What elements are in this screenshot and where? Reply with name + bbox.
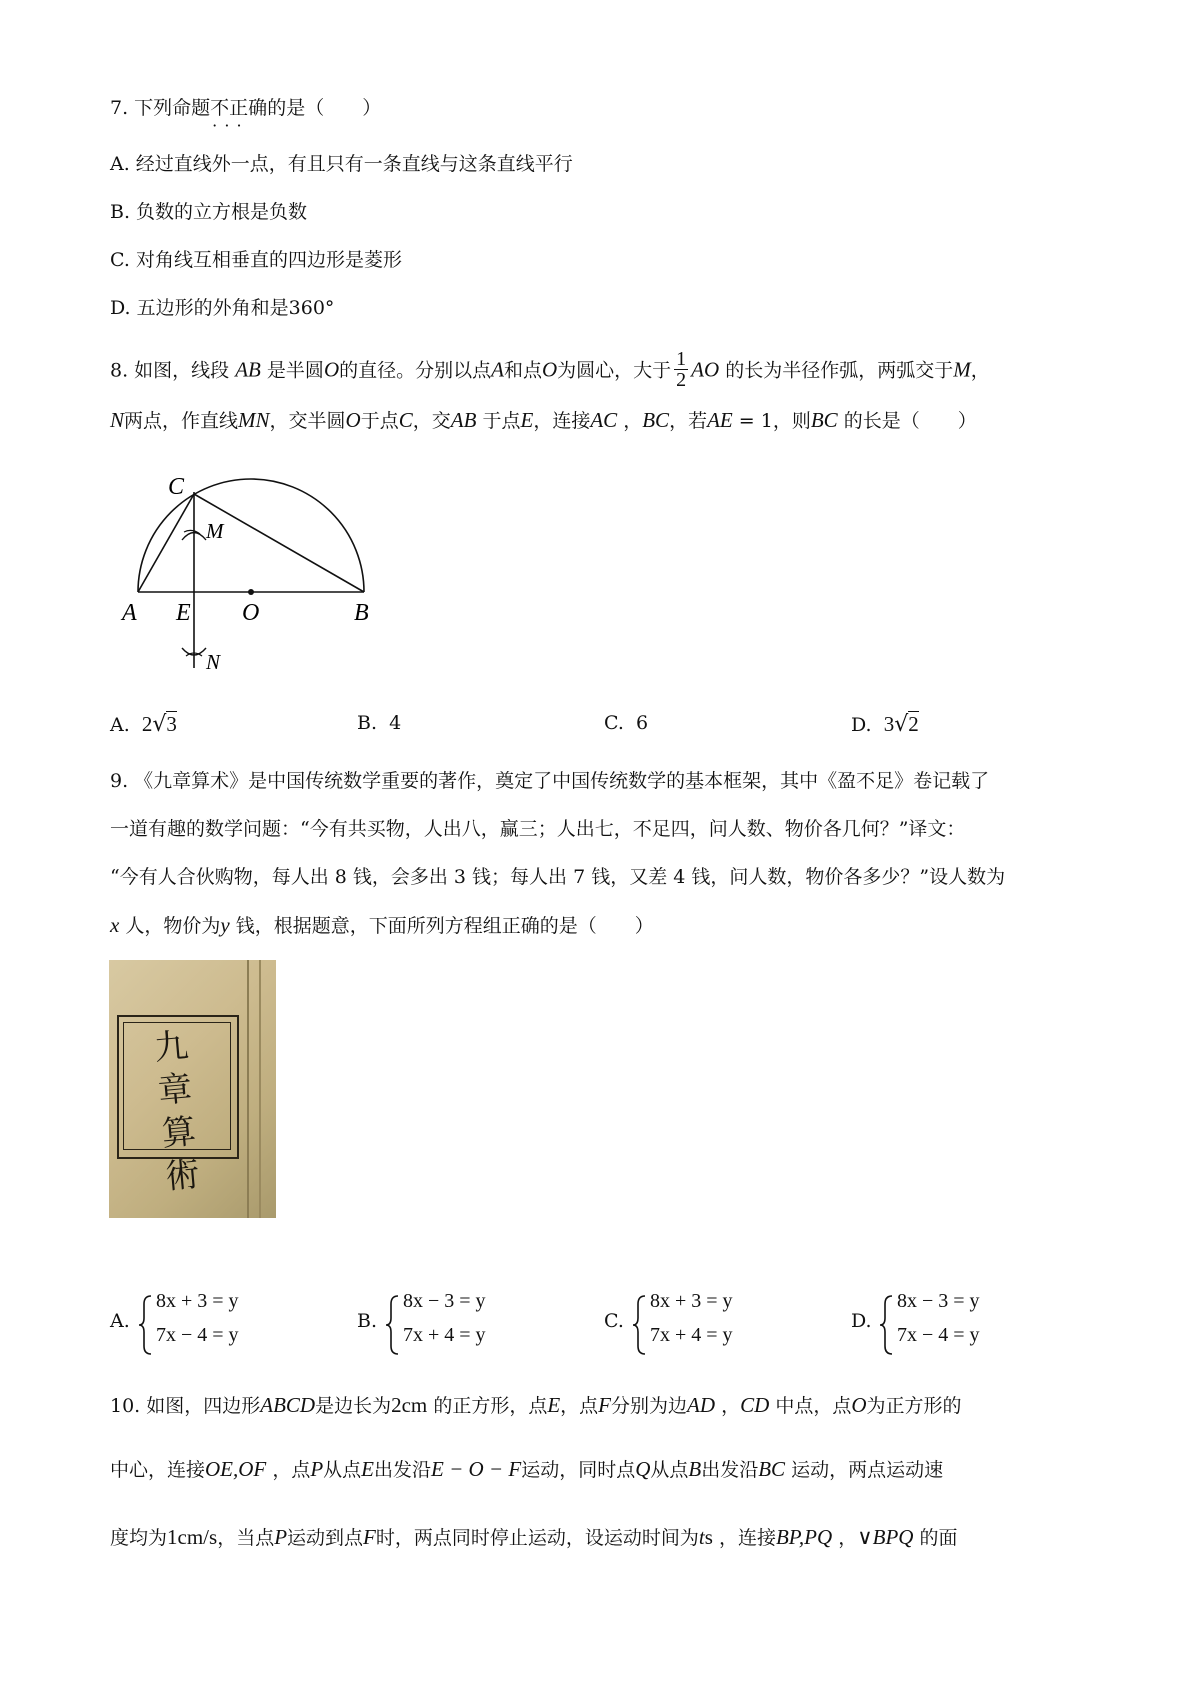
q10-text: ，当点 xyxy=(217,1527,275,1549)
q7-stem-suffix: 的是（ ） xyxy=(267,97,382,119)
q9-stem-line4 xyxy=(110,912,654,939)
option-label: B. xyxy=(357,1310,378,1332)
q10-var: OE,OF xyxy=(205,1457,267,1481)
q8-var: AO xyxy=(691,357,720,382)
left-brace-icon xyxy=(879,1294,895,1356)
q8-var: A xyxy=(491,357,504,382)
option-label: B. xyxy=(357,712,378,734)
q9-option-b xyxy=(357,1290,557,1360)
q10-var: BC xyxy=(758,1457,786,1481)
q10-text: 中心，连接 xyxy=(110,1459,206,1481)
q10-stem-line2 xyxy=(110,1456,943,1483)
option-coef: 3 xyxy=(883,712,895,736)
segment-bc xyxy=(194,494,364,592)
option-radicand: 3 xyxy=(166,712,177,736)
q8-var: AC xyxy=(590,408,618,432)
q10-text: ，点 xyxy=(272,1459,311,1481)
q8-text: ，若 xyxy=(669,410,708,432)
option-value: 4 xyxy=(389,712,402,734)
option-radicand: 2 xyxy=(908,712,919,736)
equation-2: 7x − 4 = y xyxy=(897,1324,980,1346)
option-label: D. xyxy=(851,1310,872,1332)
radical-sign-icon: √ xyxy=(894,712,909,737)
segment-ac xyxy=(138,494,194,592)
q9-stem-line1: 9. 《九章算术》是中国传统数学重要的著作，奠定了中国传统数学的基本框架，其中《盈不足》卷记载了 xyxy=(110,770,990,792)
q8-var: C xyxy=(398,408,413,432)
q9-var: y xyxy=(220,913,230,937)
q10-var: ∨BPQ xyxy=(857,1525,914,1549)
q8-text: 8. 如图，线段 xyxy=(110,359,230,382)
q10-text: 的面 xyxy=(919,1527,958,1549)
q7-option-d: D. 五边形的外角和是360° xyxy=(110,297,335,319)
q8-text: 的长是（ ） xyxy=(843,410,977,432)
equation-1: 8x + 3 = y xyxy=(650,1290,733,1312)
q8-text: ， xyxy=(623,410,643,432)
q9-stem-line2: 一道有趣的数学问题：“今有共买物，人出八，赢三；人出七，不足四，问人数、物价各几何？”译文： xyxy=(110,818,966,840)
option-label: A. xyxy=(110,714,130,736)
q8-text: ， xyxy=(970,359,990,382)
option-label: A. xyxy=(110,1310,130,1332)
q7-stem-prefix: 7. 下列命题 xyxy=(110,97,211,119)
book-title-char: 章 xyxy=(156,1068,194,1112)
option-label: D. xyxy=(851,714,872,736)
q10-text: ，点 xyxy=(560,1395,599,1417)
q8-text: 为圆心，大于 xyxy=(557,359,672,382)
q8-var: N xyxy=(110,408,125,432)
q10-var: BP,PQ xyxy=(775,1525,833,1549)
q10-text: 分别为边 xyxy=(611,1395,688,1417)
q8-option-a xyxy=(110,712,177,737)
q10-var: P xyxy=(310,1457,324,1481)
q8-var: E xyxy=(520,408,534,432)
q10-var: AD xyxy=(687,1393,716,1417)
q9-text: 人，物价为 xyxy=(119,915,221,937)
q7-option-c: C. 对角线互相垂直的四边形是菱形 xyxy=(110,249,402,271)
q8-text: 和点 xyxy=(503,359,542,382)
q10-var: B xyxy=(688,1457,702,1481)
label-m: M xyxy=(206,519,224,543)
q10-text: 度均为 xyxy=(110,1527,168,1549)
q10-text: 10. 如图，四边形 xyxy=(110,1395,261,1417)
book-title-char: 術 xyxy=(163,1154,202,1198)
equation-2: 7x + 4 = y xyxy=(403,1324,486,1346)
q10-var: CD xyxy=(740,1393,770,1417)
label-c: C xyxy=(168,474,185,500)
q10-var: F xyxy=(363,1525,376,1549)
label-n: N xyxy=(206,650,221,674)
q8-var: O xyxy=(345,408,361,432)
semicircle-figure xyxy=(110,470,390,680)
book-spine-line xyxy=(247,960,249,1218)
book-spine-line xyxy=(259,960,261,1218)
q8-text: = 1，则 xyxy=(732,410,811,432)
equation-1: 8x − 3 = y xyxy=(403,1290,486,1312)
q8-text: 是半圆 xyxy=(266,359,324,382)
q9-option-a xyxy=(110,1290,310,1360)
label-e: E xyxy=(176,600,191,626)
q8-text: ，交半圆 xyxy=(269,410,346,432)
q8-var: O xyxy=(323,357,340,382)
q7-stem-emphasis: 不正确 · · · xyxy=(210,97,267,119)
q7-option-b: B. 负数的立方根是负数 xyxy=(110,201,308,223)
label-o: O xyxy=(242,600,260,626)
q10-text: 出发沿 xyxy=(701,1459,759,1481)
q8-var: AB xyxy=(235,357,261,382)
q10-text: 的正方形，点 xyxy=(433,1395,548,1417)
q10-number: 2cm xyxy=(391,1393,428,1417)
q8-option-d xyxy=(851,712,919,737)
q8-text: 的直径。分别以点 xyxy=(339,359,492,382)
q10-var: ABCD xyxy=(260,1393,316,1417)
fraction-denominator: 2 xyxy=(676,369,687,391)
q10-var: Q xyxy=(635,1457,651,1481)
q8-option-c xyxy=(604,712,648,734)
q7-stem xyxy=(110,95,381,121)
option-label: C. xyxy=(604,1310,624,1332)
q9-stem-line3: “今有人合伙购物，每人出 8 钱，会多出 3 钱；每人出 7 钱，又差 4 钱，问人数，物价各多少？”设人数为 xyxy=(110,866,1006,888)
option-value: 6 xyxy=(636,712,649,734)
q8-text: ，交 xyxy=(412,410,451,432)
label-a: A xyxy=(122,600,137,626)
q10-text: 是边长为 xyxy=(315,1395,392,1417)
q10-text: ， xyxy=(838,1527,858,1549)
equation-2: 7x + 4 = y xyxy=(650,1324,733,1346)
q10-stem-line3 xyxy=(110,1524,958,1551)
q10-number: 1cm/s xyxy=(167,1525,218,1549)
q10-text: 运动到点 xyxy=(287,1527,364,1549)
q8-var: BC xyxy=(810,408,838,432)
q8-var: M xyxy=(953,357,971,382)
q10-text: 时，两点同时停止运动，设运动时间为 xyxy=(375,1527,699,1549)
q8-text: 于点 xyxy=(360,410,399,432)
radical-sign-icon: √ xyxy=(152,712,167,737)
equation-1: 8x − 3 = y xyxy=(897,1290,980,1312)
q10-text: ， xyxy=(721,1395,741,1417)
q9-text: 钱，根据题意，下面所列方程组正确的是（ ） xyxy=(229,915,654,937)
equation-1: 8x + 3 = y xyxy=(156,1290,239,1312)
q8-text: ，连接 xyxy=(533,410,591,432)
q8-option-b xyxy=(357,712,401,734)
q9-option-c xyxy=(604,1290,804,1360)
q10-stem-line1 xyxy=(110,1392,962,1419)
q8-fraction xyxy=(674,349,688,390)
book-title-char: 九 xyxy=(152,1025,191,1069)
q10-var: E xyxy=(361,1457,374,1481)
q8-text: 两点，作直线 xyxy=(124,410,239,432)
fraction-numerator: 1 xyxy=(676,348,687,370)
q10-var: E − O − F xyxy=(431,1457,522,1481)
q10-unit: s xyxy=(704,1525,713,1549)
q10-text: 从点 xyxy=(650,1459,689,1481)
q8-text: 的长为半径作弧，两弧交于 xyxy=(725,359,954,382)
q10-text: 运动，同时点 xyxy=(521,1459,636,1481)
q10-text: 从点 xyxy=(323,1459,362,1481)
left-brace-icon xyxy=(138,1294,154,1356)
q8-var: MN xyxy=(238,408,270,432)
label-b: B xyxy=(354,600,369,626)
q10-var: O xyxy=(851,1393,867,1417)
book-title-char: 算 xyxy=(160,1111,198,1155)
q10-var: P xyxy=(274,1525,288,1549)
option-label: C. xyxy=(604,712,624,734)
left-brace-icon xyxy=(632,1294,648,1356)
q10-text: 中点，点 xyxy=(775,1395,852,1417)
q8-stem-line1 xyxy=(110,348,990,392)
q10-text: 出发沿 xyxy=(374,1459,432,1481)
q10-var: t xyxy=(698,1525,705,1549)
q10-text: ，连接 xyxy=(718,1527,776,1549)
q7-option-a: A. 经过直线外一点，有且只有一条直线与这条直线平行 xyxy=(110,153,573,175)
q10-var: E xyxy=(547,1393,561,1417)
center-point-o xyxy=(248,589,254,595)
q10-text: 运动，两点运动速 xyxy=(791,1459,944,1481)
q10-var: F xyxy=(598,1393,611,1417)
q8-var: AE xyxy=(707,408,733,432)
equation-2: 7x − 4 = y xyxy=(156,1324,239,1346)
option-coef: 2 xyxy=(141,712,153,736)
q8-var: BC xyxy=(642,408,670,432)
q8-var: O xyxy=(541,357,558,382)
book-cover-image xyxy=(109,960,276,1218)
q9-var: x xyxy=(110,913,120,937)
q8-stem-line2 xyxy=(110,407,977,434)
q9-option-d xyxy=(851,1290,1051,1360)
q10-text: 为正方形的 xyxy=(866,1395,962,1417)
q8-text: 于点 xyxy=(482,410,521,432)
left-brace-icon xyxy=(385,1294,401,1356)
q8-var: AB xyxy=(450,408,477,432)
